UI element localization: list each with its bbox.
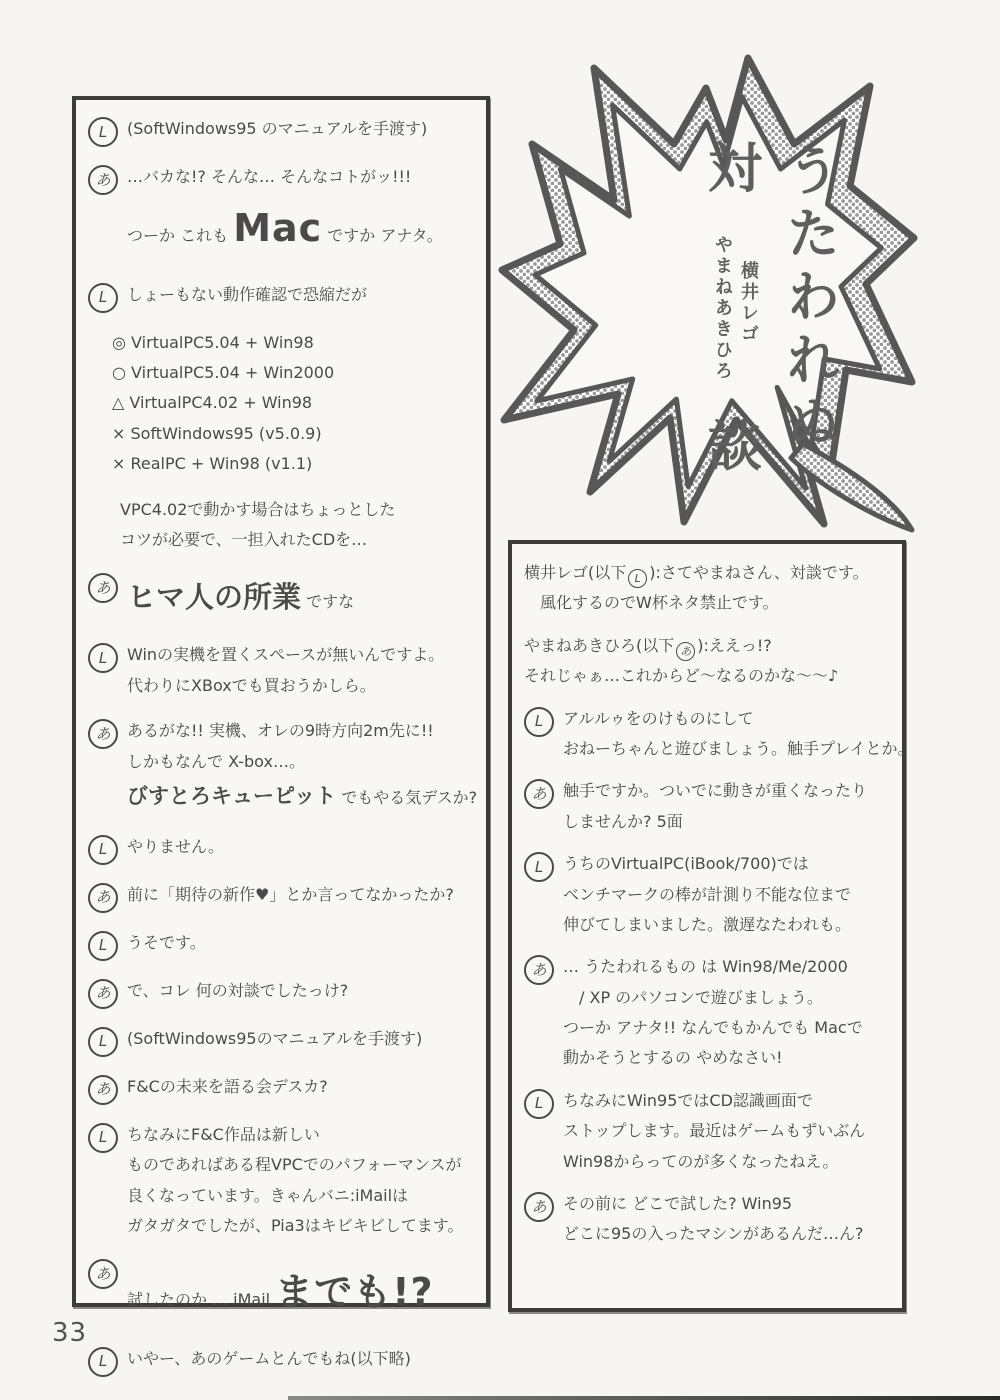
dialog-content [127, 928, 476, 958]
dialog-line [563, 1086, 892, 1116]
dialog-text: × SoftWindows95 (v5.0.9) [112, 423, 322, 443]
title-last-kanji: 談 [708, 415, 762, 478]
dialog-text: しかもなんで X-box…。 [127, 751, 305, 771]
dialog-row [524, 1189, 892, 1250]
dialog-text: ガタガタでしたが、Pia3はキビキビしてます。 [127, 1216, 464, 1236]
dialog-text: 伸びてしまいました。激遅なたわれも。 [563, 914, 852, 934]
dialog-text: 横井レゴ(以下 [524, 563, 627, 582]
dialog-text: ):ええっ!? [697, 635, 772, 655]
dialog-row [524, 849, 892, 940]
speaker-badge: あ [524, 779, 554, 809]
dialog-line [563, 910, 892, 940]
dialog-text: ちなみにF&C作品は新しい [127, 1124, 320, 1144]
dialog-line [563, 1147, 892, 1177]
dialog-text: Winの実機を置くスペースが無いんですよ。 [127, 645, 445, 665]
dialog-content [127, 832, 476, 862]
dialog-content [127, 716, 476, 817]
speaker-badge: L [88, 1347, 118, 1377]
dialog-row [88, 1256, 476, 1328]
dialog-content [127, 1072, 476, 1102]
dialog-line [127, 192, 476, 264]
dialog-line [112, 419, 476, 449]
dialog-content [563, 1086, 892, 1177]
dialog-text: 動かそうとするの やめなさい! [563, 1048, 783, 1068]
dialog-text: その前に どこで試した? Win95 [563, 1194, 793, 1214]
dialog-line [112, 328, 476, 358]
dialog-row [88, 280, 476, 313]
right-dialog-panel [508, 540, 914, 1312]
name-yokoi: 横井レゴ [738, 260, 759, 345]
dialog-row [88, 832, 476, 865]
speaker-badge: L [524, 1089, 554, 1119]
dialog-line [563, 952, 892, 982]
dialog-text: で、コレ 何の対談でしたっけ? [127, 980, 349, 1000]
inline-speaker-mark: L [628, 569, 647, 588]
dialog-text: うちのVirtualPC(iBook/700)では [563, 854, 809, 874]
dialog-text: いやー、あのゲームとんでもね(以下略) [127, 1348, 411, 1368]
dialog-line [127, 777, 476, 817]
speaker-badge: L [88, 283, 118, 313]
dialog-text: おねーちゃんと遊びましょう。触手プレイとか。 [563, 738, 914, 758]
dialog-line [127, 1211, 476, 1241]
name-yamane: やまねあきひろ [712, 234, 733, 382]
dialog-text: … うたわれるもの は Win98/Me/2000 [563, 957, 848, 977]
dialog-text: F&Cの未来を語る会デスカ? [127, 1076, 328, 1096]
speaker-badge: あ [88, 979, 118, 1009]
dialog-row [88, 928, 476, 961]
dialog-content [88, 328, 476, 480]
inline-speaker-mark: あ [676, 642, 695, 661]
dialog-text: それじゃぁ…これからど〜なるのかな〜〜♪ [524, 666, 839, 686]
dialog-text: やりません。 [127, 836, 224, 856]
page-number: 33 [52, 1318, 88, 1348]
dialog-text: どこに95の入ったマシンがあるんだ…ん? [563, 1224, 864, 1244]
title-vertical-text: うたわれぬ [778, 142, 841, 457]
dialog-line [563, 704, 892, 734]
dialog-row [88, 880, 476, 913]
scan-edge [288, 1396, 1000, 1400]
dialog-text: Mac [233, 206, 323, 251]
dialog-line [563, 1219, 892, 1249]
dialog-line [563, 1013, 892, 1043]
author-names [713, 235, 757, 382]
dialog-line [127, 671, 476, 701]
dialog-row [88, 570, 476, 625]
dialog-text: ◎ VirtualPC5.04 + Win98 [112, 332, 314, 352]
speaker-badge: L [88, 1123, 118, 1153]
dialog-text: / XP のパソコンで遊びましょう。 [563, 987, 823, 1007]
dialog-text: ですか アナタ。 [322, 226, 443, 246]
dialog-content [563, 776, 892, 837]
dialog-text: ですな [301, 592, 355, 612]
dialog-line [127, 1256, 476, 1328]
left-dialog-panel [72, 96, 490, 1371]
speaker-badge: あ [524, 955, 554, 985]
speaker-badge: L [88, 835, 118, 865]
dialog-text: ものであればある程VPCでのパフォーマンスが [127, 1155, 462, 1175]
dialog-text: コツが必要で、一担入れたCDを… [120, 529, 368, 549]
dialog-row [88, 495, 476, 556]
dialog-content [88, 495, 476, 556]
dialog-line [563, 1189, 892, 1219]
dialog-line [563, 849, 892, 879]
dialog-text: やまねあきひろ(以下 [524, 635, 675, 655]
dialog-line [524, 588, 892, 618]
dialog-row [524, 776, 892, 837]
dialog-text: Win98からってのが多くなったねえ。 [563, 1151, 839, 1171]
dialog-text: △ VirtualPC4.02 + Win98 [112, 393, 313, 413]
dialog-content [127, 280, 476, 310]
dialog-text: しませんか? 5面 [563, 811, 683, 831]
dialog-text: 風化するのでW杯ネタ禁止です。 [524, 593, 779, 613]
dialog-text: しょーもない動作確認で恐縮だが [127, 284, 368, 304]
speaker-badge: L [88, 643, 118, 673]
dialog-text: (SoftWindows95のマニュアルを手渡す) [127, 1028, 423, 1048]
dialog-line [127, 570, 476, 625]
dialog-content [563, 704, 914, 765]
speaker-badge: あ [88, 1075, 118, 1105]
speaker-badge: あ [88, 573, 118, 603]
dialog-content [127, 162, 476, 265]
dialog-content [127, 880, 476, 910]
dialog-line [524, 661, 892, 691]
dialog-text: つーか これも [127, 226, 234, 246]
dialog-row [524, 1086, 892, 1177]
dialog-line [120, 495, 476, 525]
dialog-content [563, 952, 892, 1074]
dialog-line [112, 358, 476, 388]
dialog-content [127, 114, 476, 144]
dialog-line [127, 832, 476, 862]
dialog-text: でもやる気デスか? [336, 787, 478, 807]
dialog-text: つーか アナタ!! なんでもかんでも Macで [563, 1018, 863, 1038]
dialog-content [127, 1344, 476, 1374]
dialog-content [563, 1189, 892, 1250]
dialog-line [563, 807, 892, 837]
dialog-text: VPC4.02で動かす場合はちょっとした [120, 499, 396, 519]
dialog-line [120, 525, 476, 555]
dialog-content [524, 558, 892, 619]
dialog-line [112, 449, 476, 479]
title-first-kanji: 対 [708, 137, 762, 200]
dialog-text: 触手ですか。ついでに動きが重くなったり [563, 781, 868, 801]
dialog-line [563, 776, 892, 806]
dialog-text: ベンチマークの棒が計測り不能な位まで [563, 884, 852, 904]
dialog-text: 前に「期待の新作♥」とか言ってなかったか? [127, 884, 454, 904]
dialog-line [127, 747, 476, 777]
dialog-text: うそです。 [127, 932, 206, 952]
dialog-row [524, 631, 892, 692]
dialog-row [88, 716, 476, 817]
dialog-row [88, 1344, 476, 1377]
dialog-text: あるがな!! 実機、オレの9時方向2m先に!! [127, 721, 434, 741]
dialog-text: ヒマ人の所業 [127, 580, 302, 615]
dialog-row [88, 1072, 476, 1105]
dialog-text: ちなみにWin95ではCD認識画面で [563, 1090, 813, 1110]
dialog-content [127, 640, 476, 701]
dialog-content [524, 631, 892, 692]
speaker-badge: L [524, 852, 554, 882]
dialog-line [563, 983, 892, 1013]
dialog-line [127, 162, 476, 192]
speaker-badge: L [88, 1027, 118, 1057]
dialog-text: アルルゥをのけものにして [563, 708, 754, 728]
speaker-badge: あ [88, 719, 118, 749]
dialog-line [127, 1072, 476, 1102]
dialog-row [524, 704, 914, 765]
dialog-text: までも!? [275, 1270, 434, 1315]
dialog-line [127, 1150, 476, 1180]
dialog-text: びすとろキューピット [127, 783, 337, 808]
dialog-content [127, 1256, 476, 1328]
speaker-badge: L [88, 931, 118, 961]
dialog-line [127, 280, 476, 310]
dialog-text: 代わりにXBoxでも買おうかしら。 [127, 675, 376, 695]
dialog-line [127, 1120, 476, 1150]
dialog-text: 試したのか … iMail [127, 1290, 276, 1310]
dialog-row [88, 640, 476, 701]
dialog-row [88, 976, 476, 1009]
dialog-row [88, 1120, 476, 1242]
dialog-line [524, 558, 892, 588]
dialog-line [127, 640, 476, 670]
dialog-text: × RealPC + Win98 (v1.1) [112, 454, 313, 474]
dialog-row [88, 328, 476, 480]
dialog-line [127, 1344, 476, 1374]
speaker-badge: L [88, 117, 118, 147]
speaker-badge: あ [88, 165, 118, 195]
dialog-line [127, 976, 476, 1006]
burst-title-text [594, 137, 841, 478]
dialog-line [563, 1116, 892, 1146]
dialog-text: 良くなっています。きゃんバニ:iMailは [127, 1185, 409, 1205]
dialog-line [127, 114, 476, 144]
dialog-line [127, 716, 476, 746]
dialog-content [127, 1024, 476, 1054]
dialog-content [563, 849, 892, 940]
dialog-content [127, 1120, 476, 1242]
speaker-badge: L [524, 707, 554, 737]
dialog-line [127, 1181, 476, 1211]
left-dialog-rows [88, 114, 476, 1377]
title-burst [498, 52, 930, 534]
dialog-text: ○ VirtualPC5.04 + Win2000 [112, 362, 335, 382]
dialog-line [127, 928, 476, 958]
dialog-content [127, 976, 476, 1006]
dialog-content [127, 570, 476, 625]
dialog-row [524, 558, 892, 619]
dialog-line [127, 1024, 476, 1054]
title-taidan-column [708, 137, 762, 478]
dialog-text: ストップします。最近はゲームもずいぶん [563, 1121, 866, 1141]
speaker-badge: あ [524, 1192, 554, 1222]
dialog-row [88, 114, 476, 147]
dialog-text: ):さてやまねさん、対談です。 [649, 563, 869, 582]
dialog-line [563, 880, 892, 910]
dialog-row [524, 952, 892, 1074]
dialog-line [127, 880, 476, 910]
speaker-badge: あ [88, 883, 118, 913]
dialog-line [563, 734, 914, 764]
speaker-badge: あ [88, 1259, 118, 1289]
dialog-text: …バカな!? そんな… そんなコトがッ!!! [127, 167, 412, 186]
right-dialog-rows [524, 558, 914, 1250]
dialog-row [88, 162, 476, 265]
dialog-line [524, 631, 892, 661]
dialog-text: (SoftWindows95 のマニュアルを手渡す) [127, 119, 428, 138]
dialog-line [112, 388, 476, 418]
dialog-row [88, 1024, 476, 1057]
dialog-line [563, 1043, 892, 1073]
